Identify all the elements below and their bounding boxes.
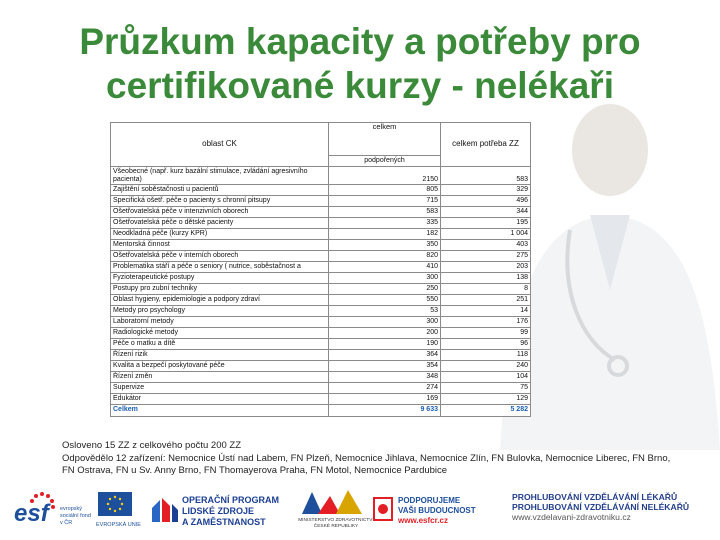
row-label: Metody pro psychology bbox=[111, 306, 329, 317]
table-row bbox=[111, 185, 531, 196]
project-url: www.vzdelavani-zdravotniku.cz bbox=[512, 512, 631, 522]
row-need: 275 bbox=[441, 251, 531, 262]
row-label: Ošetřovatelská péče v intenzivních oborech bbox=[111, 207, 329, 218]
row-label: Zajištění soběstačnosti u pacientů bbox=[111, 185, 329, 196]
row-label: Specifická ošetř. péče o pacienty s chronní pitsupy bbox=[111, 196, 329, 207]
table-row bbox=[111, 317, 531, 328]
row-need: 329 bbox=[441, 185, 531, 196]
support-line-2: VAŠI BUDOUCNOST bbox=[398, 506, 476, 515]
header-podporenych: podpořených bbox=[329, 156, 441, 167]
capacity-table bbox=[110, 122, 531, 417]
esf-caption: evropský sociální fond v ČR bbox=[60, 506, 91, 526]
row-capacity: 348 bbox=[329, 372, 441, 383]
row-capacity: 274 bbox=[329, 383, 441, 394]
row-need: 240 bbox=[441, 361, 531, 372]
table-row bbox=[111, 394, 531, 405]
row-label: Řízení rizik bbox=[111, 350, 329, 361]
title-line-2: certifikované kurzy - nelékaři bbox=[106, 65, 614, 106]
table-row bbox=[111, 328, 531, 339]
ministry-line-2: ČESKÉ REPUBLIKY bbox=[313, 524, 359, 529]
table-row bbox=[111, 306, 531, 317]
ministry-text bbox=[296, 518, 376, 530]
support-url: www.esfcr.cz bbox=[398, 516, 448, 525]
row-need: 129 bbox=[441, 394, 531, 405]
row-capacity: 190 bbox=[329, 339, 441, 350]
footnote-line-2: Odpovědělo 12 zařízení: Nemocnice Ústí nad Labem, FN Plzeň, Nemocnice Jihlava, Nemocnice Zlín, FN Bulovka, Nemocnice Liberec, FN Brno, bbox=[62, 452, 671, 464]
row-need: 104 bbox=[441, 372, 531, 383]
row-need: 176 bbox=[441, 317, 531, 328]
row-capacity: 410 bbox=[329, 262, 441, 273]
ministry-line-1: MINISTERSTVO ZDRAVOTNICTVÍ bbox=[298, 518, 374, 523]
row-capacity: 2150 bbox=[329, 167, 441, 185]
table-row bbox=[111, 350, 531, 361]
row-label: Péče o matku a dítě bbox=[111, 339, 329, 350]
row-need: 496 bbox=[441, 196, 531, 207]
table-row bbox=[111, 361, 531, 372]
table-row bbox=[111, 196, 531, 207]
project-line-1: PROHLUBOVÁNÍ VZDĚLÁVÁNÍ LÉKAŘŮ bbox=[512, 492, 678, 502]
row-capacity: 820 bbox=[329, 251, 441, 262]
capacity-table-container bbox=[110, 122, 530, 428]
op-lzz-logo-icon bbox=[150, 494, 180, 524]
row-need: 403 bbox=[441, 240, 531, 251]
row-label: Postupy pro zubní techniky bbox=[111, 284, 329, 295]
row-capacity: 550 bbox=[329, 295, 441, 306]
title-line-1: Průzkum kapacity a potřeby pro bbox=[79, 21, 641, 62]
table-total-row bbox=[111, 405, 531, 417]
project-line-2: PROHLUBOVÁNÍ VZDĚLÁVÁNÍ NELÉKAŘŮ bbox=[512, 502, 690, 512]
header-need: celkem potřeba ZZ bbox=[441, 123, 531, 167]
row-capacity: 300 bbox=[329, 273, 441, 284]
support-line-1: PODPORUJEME bbox=[398, 496, 461, 505]
esf-mark: esf bbox=[14, 500, 49, 527]
total-need: 5 282 bbox=[441, 405, 531, 417]
row-need: 8 bbox=[441, 284, 531, 295]
row-capacity: 53 bbox=[329, 306, 441, 317]
table-row bbox=[111, 240, 531, 251]
row-capacity: 335 bbox=[329, 218, 441, 229]
support-logo-icon bbox=[372, 496, 394, 522]
table-row bbox=[111, 383, 531, 394]
header-celkem: celkem bbox=[329, 123, 441, 156]
row-capacity: 805 bbox=[329, 185, 441, 196]
row-capacity: 364 bbox=[329, 350, 441, 361]
row-label: Ošetřovatelská péče o dětské pacienty bbox=[111, 218, 329, 229]
eu-caption: EVROPSKÁ UNIE bbox=[96, 522, 141, 528]
row-label: Mentorská činnost bbox=[111, 240, 329, 251]
row-capacity: 200 bbox=[329, 328, 441, 339]
row-need: 583 bbox=[441, 167, 531, 185]
row-need: 99 bbox=[441, 328, 531, 339]
row-capacity: 169 bbox=[329, 394, 441, 405]
row-label: Všeobecné (např. kurz bazální stimulace, zvládání agresivního pacienta) bbox=[111, 167, 329, 185]
row-need: 251 bbox=[441, 295, 531, 306]
table-row bbox=[111, 251, 531, 262]
row-capacity: 583 bbox=[329, 207, 441, 218]
row-need: 138 bbox=[441, 273, 531, 284]
row-need: 118 bbox=[441, 350, 531, 361]
row-label: Edukátor bbox=[111, 394, 329, 405]
footer-logo-bar bbox=[0, 484, 720, 540]
row-need: 96 bbox=[441, 339, 531, 350]
table-row bbox=[111, 295, 531, 306]
row-capacity: 300 bbox=[329, 317, 441, 328]
table-row bbox=[111, 372, 531, 383]
row-need: 1 004 bbox=[441, 229, 531, 240]
op-lzz-text bbox=[182, 495, 279, 528]
row-label: Problematika stáří a péče o seniory ( nutrice, soběstačnost a bbox=[111, 262, 329, 273]
row-label: Supervize bbox=[111, 383, 329, 394]
table-row bbox=[111, 273, 531, 284]
row-label: Řízení změn bbox=[111, 372, 329, 383]
support-text bbox=[398, 496, 476, 526]
table-row bbox=[111, 218, 531, 229]
row-label: Radiologické metody bbox=[111, 328, 329, 339]
row-need: 75 bbox=[441, 383, 531, 394]
footnote bbox=[62, 440, 712, 478]
table-row bbox=[111, 229, 531, 240]
op-line-2: LIDSKÉ ZDROJE bbox=[182, 506, 255, 516]
table-row bbox=[111, 262, 531, 273]
ministry-logo-icon bbox=[300, 488, 364, 516]
table-row bbox=[111, 339, 531, 350]
row-capacity: 182 bbox=[329, 229, 441, 240]
row-need: 203 bbox=[441, 262, 531, 273]
header-oblast: oblast CK bbox=[111, 123, 329, 167]
row-label: Oblast hygieny, epidemiologie a podpory zdraví bbox=[111, 295, 329, 306]
page-title bbox=[0, 20, 720, 108]
table-row bbox=[111, 284, 531, 295]
op-line-1: OPERAČNÍ PROGRAM bbox=[182, 495, 280, 505]
footnote-line-1: Osloveno 15 ZZ z celkového počtu 200 ZZ bbox=[62, 440, 242, 451]
row-label: Neodkladná péče (kurzy KPR) bbox=[111, 229, 329, 240]
eu-flag-icon bbox=[98, 492, 132, 516]
footnote-line-3: FN Ostrava, FN u Sv. Anny Brno, FN Thomayerova Praha, FN Motol, Nemocnice Pardubice bbox=[62, 465, 448, 476]
table-header-row bbox=[111, 123, 531, 156]
row-label: Laboratorní metody bbox=[111, 317, 329, 328]
row-label: Fyzioterapeutické postupy bbox=[111, 273, 329, 284]
table-row bbox=[111, 207, 531, 218]
row-label: Kvalita a bezpečí poskytované péče bbox=[111, 361, 329, 372]
row-need: 344 bbox=[441, 207, 531, 218]
project-text bbox=[512, 492, 689, 522]
table-row bbox=[111, 167, 531, 185]
row-capacity: 250 bbox=[329, 284, 441, 295]
row-capacity: 715 bbox=[329, 196, 441, 207]
row-label: Ošetřovatelská péče v interních oborech bbox=[111, 251, 329, 262]
op-line-3: A ZAMĚSTNANOST bbox=[182, 517, 266, 527]
total-capacity: 9 633 bbox=[329, 405, 441, 417]
row-capacity: 350 bbox=[329, 240, 441, 251]
row-need: 195 bbox=[441, 218, 531, 229]
row-need: 14 bbox=[441, 306, 531, 317]
row-capacity: 354 bbox=[329, 361, 441, 372]
total-label: Celkem bbox=[111, 405, 329, 417]
